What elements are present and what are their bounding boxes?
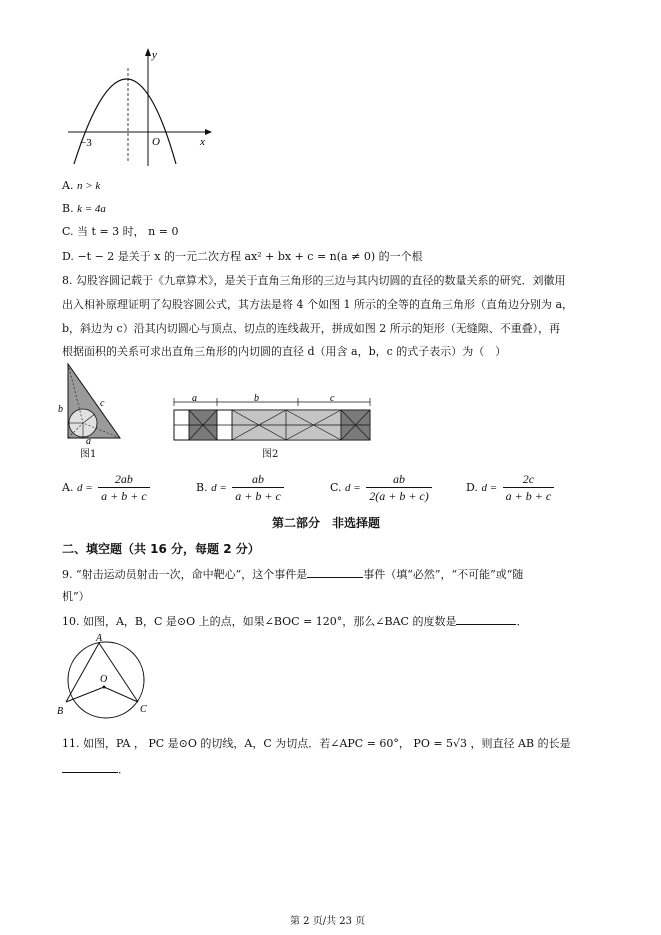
q11-line-2: ． xyxy=(62,762,129,776)
circle-label-o: O xyxy=(100,674,108,685)
q8-option-c: C. d = $\frac{ab}{2(a + b + c)}$ xyxy=(330,472,434,504)
q7-option-c: C. 当 t = 3 时， n = 0 xyxy=(62,225,179,238)
q10-circle-figure xyxy=(54,632,160,720)
fig2-label-a: a xyxy=(192,393,197,404)
q8-line-1: 8. 勾股容圆记载于《九章算术》，是关于直角三角形的三边与其内切圆的直径的数量关系的研究．刘徽用 xyxy=(62,274,566,287)
q11-line-1: 11. 如图，PA ， PC 是⊙O 的切线，A，C 为切点．若∠APC = 60°， PO = 5√3 ，则直径 AB 的长是 xyxy=(62,737,571,750)
section2-title: 二、填空题（共 16 分，每题 2 分） xyxy=(62,542,260,556)
circle-label-b: B xyxy=(57,706,64,717)
q8-option-b: B. d = $\frac{ab}{a + b + c}$ xyxy=(196,472,286,504)
q9-answer-blank[interactable] xyxy=(307,567,363,578)
page-footer: 第 2 页/共 23 页 xyxy=(290,916,366,927)
q11-answer-blank[interactable] xyxy=(62,762,118,773)
fig2-label-c: c xyxy=(330,393,335,404)
q9-line-2: 机”） xyxy=(62,590,90,603)
q7-option-d: D. −t − 2 是关于 x 的一元二次方程 ax² + bx + c = n(a ≠ 0) 的一个根 xyxy=(62,250,423,263)
figure-1-triangle xyxy=(56,362,126,444)
graph-y-label: y xyxy=(152,49,157,61)
fig1-label-c: c xyxy=(100,398,105,409)
graph-tick-neg3: −3 xyxy=(80,137,92,149)
fig2-caption: 图2 xyxy=(262,449,279,460)
figure-2-rectangle xyxy=(170,393,375,443)
q9-line-1: 9. “射击运动员射击一次，命中靶心”，这个事件是 事件（填“必然”，“不可能”或“随 xyxy=(62,568,524,581)
circle-label-c: C xyxy=(140,704,147,715)
q10-line: 10. 如图，A，B，C 是⊙O 上的点，如果∠BOC = 120°，那么∠BAC 的度数是 ． xyxy=(62,615,528,628)
graph-origin-label: O xyxy=(152,136,160,148)
q8-line-4: 根据面积的关系可求出直角三角形的内切圆的直径 d（用含 a，b，c 的式子表示）为（ ） xyxy=(62,345,507,358)
fig1-label-a: a xyxy=(86,436,91,444)
q10-answer-blank[interactable] xyxy=(456,614,516,625)
fig2-label-b: b xyxy=(254,393,259,404)
part2-title: 第二部分 非选择题 xyxy=(272,516,381,530)
q8-option-d: D. d = $\frac{2c}{a + b + c}$ xyxy=(466,472,556,504)
q7-option-a: A. n > k xyxy=(62,179,101,192)
q8-option-a: A. d = $\frac{2ab}{a + b + c}$ xyxy=(62,472,152,504)
circle-label-a: A xyxy=(96,633,103,644)
graph-x-label: x xyxy=(200,136,205,148)
fig1-label-b: b xyxy=(58,404,63,415)
parabola-graph xyxy=(60,44,220,169)
q8-line-2: 出入相补原理证明了勾股容圆公式，其方法是将 4 个如图 1 所示的全等的直角三角形（直角边分别为 a， xyxy=(62,298,574,311)
q7-option-b: B. k = 4a xyxy=(62,202,106,215)
fig1-caption: 图1 xyxy=(80,449,97,460)
q8-line-3: b，斜边为 c）沿其内切圆心与顶点、切点的连线裁开，拼成如图 2 所示的矩形（无缝隙、不重叠），再 xyxy=(62,322,561,335)
